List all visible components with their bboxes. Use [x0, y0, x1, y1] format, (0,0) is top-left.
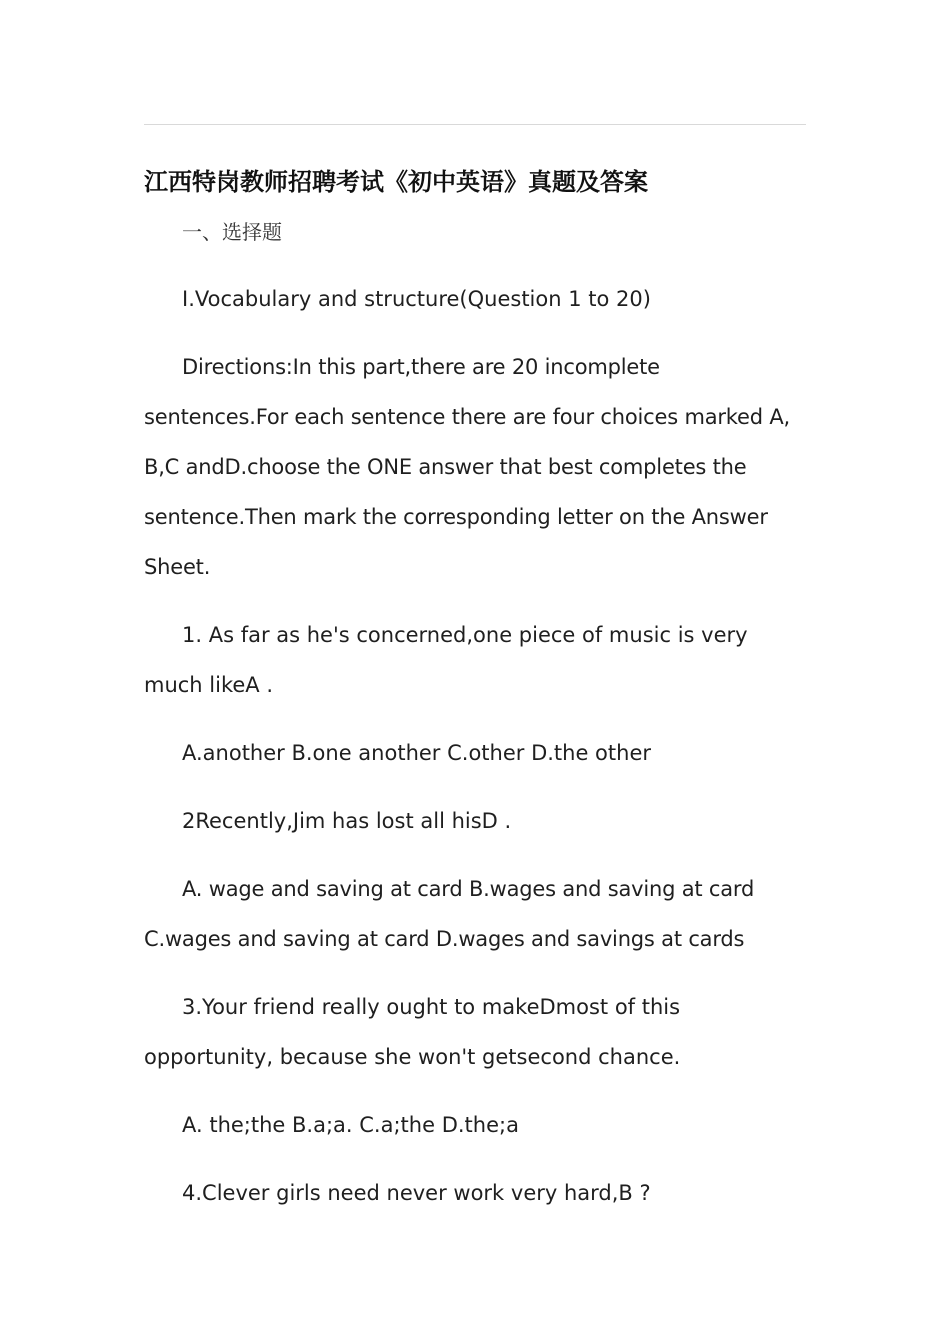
- section-heading: 一、选择题: [182, 220, 282, 244]
- directions-paragraph: Directions:In this part,there are 20 incomplete sentences.For each sentence there are four choices marked A, B,C andD.choose the ONE answer that best completes the sentence.Then mark the corresponding letter on the Answer Sheet.: [144, 355, 790, 579]
- question-4: 4.Clever girls need never work very hard,B ?: [182, 1181, 651, 1205]
- part-heading: Ⅰ.Vocabulary and structure(Question 1 to 20): [182, 287, 651, 311]
- question-3: 3.Your friend really ought to makeDmost of this opportunity, because she won't getsecond chance.: [144, 995, 681, 1069]
- header-divider: [144, 124, 806, 125]
- question-2-options: A. wage and saving at card B.wages and saving at card C.wages and saving at card D.wages and savings at cards: [144, 877, 755, 951]
- question-3-options: A. the;the B.a;a. C.a;the D.the;a: [182, 1113, 519, 1137]
- question-2: 2Recently,Jim has lost all hisD .: [182, 809, 512, 833]
- document-body: [144, 274, 806, 1236]
- question-1-options: A.another B.one another C.other D.the other: [182, 741, 651, 765]
- question-1: 1. As far as he's concerned,one piece of music is very much likeA .: [144, 623, 748, 697]
- document-title: 江西特岗教师招聘考试《初中英语》真题及答案: [144, 167, 648, 196]
